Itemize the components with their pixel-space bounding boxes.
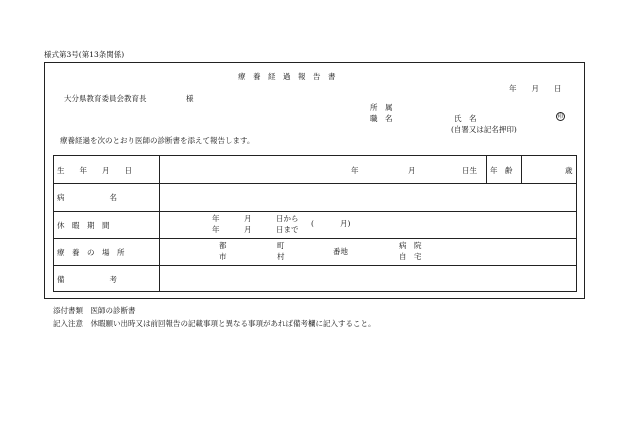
leave-from-day: 日から bbox=[276, 214, 299, 223]
entry-note: 記入注意 休暇願い出時又は前回報告の記載事項と異なる事項があれば備考欄に記入すること。 bbox=[53, 319, 376, 328]
form-title: 療 養 経 過 報 告 書 bbox=[238, 72, 336, 81]
place-shi: 市 bbox=[219, 252, 227, 261]
place-mura: 村 bbox=[277, 252, 285, 261]
remarks-label: 備 考 bbox=[57, 275, 117, 284]
disease-label: 病 名 bbox=[57, 193, 117, 202]
addressee-honorific: 様 bbox=[186, 94, 194, 103]
form-number: 様式第3号(第13条関係) bbox=[44, 50, 125, 59]
birth-year-unit: 年 bbox=[351, 166, 359, 175]
leave-to-month: 月 bbox=[244, 225, 252, 234]
birthdate-label: 生 年 月 日 bbox=[57, 166, 132, 175]
place-hospital: 病 院 bbox=[399, 241, 422, 250]
birth-day-suffix: 日生 bbox=[462, 166, 477, 175]
birth-month-unit: 月 bbox=[408, 166, 416, 175]
place-label: 療 養 の 場 所 bbox=[57, 248, 125, 257]
name-label: 氏 名 bbox=[454, 114, 477, 123]
affiliation-label: 所 属 bbox=[370, 103, 393, 112]
leave-from-year: 年 bbox=[212, 214, 220, 223]
report-date: 年 月 日 bbox=[509, 84, 562, 93]
leave-from-month: 月 bbox=[244, 214, 252, 223]
leave-to-year: 年 bbox=[212, 225, 220, 234]
leave-period-label: 休 暇 期 間 bbox=[57, 221, 110, 230]
signature-note: (自署又は記名押印) bbox=[451, 125, 517, 134]
addressee: 大分県教育委員会教育長 bbox=[64, 94, 147, 103]
leave-to-day: 日まで bbox=[276, 225, 299, 234]
attachments-note: 添付書類 医師の診断書 bbox=[53, 306, 136, 315]
age-unit: 歳 bbox=[565, 166, 573, 175]
seal-icon: 印 bbox=[557, 113, 564, 120]
place-to: 都 bbox=[219, 241, 227, 250]
report-table bbox=[53, 155, 577, 292]
place-banchi: 番地 bbox=[333, 247, 348, 256]
leave-days-close: 月) bbox=[340, 219, 351, 228]
position-label: 職 名 bbox=[370, 114, 393, 123]
place-home: 自 宅 bbox=[399, 252, 422, 261]
age-label: 年 齢 bbox=[490, 166, 513, 175]
place-machi: 町 bbox=[277, 241, 285, 250]
intro-text: 療養経過を次のとおり医師の診断書を添えて報告します。 bbox=[60, 136, 255, 145]
leave-days-open: ( bbox=[311, 219, 314, 228]
